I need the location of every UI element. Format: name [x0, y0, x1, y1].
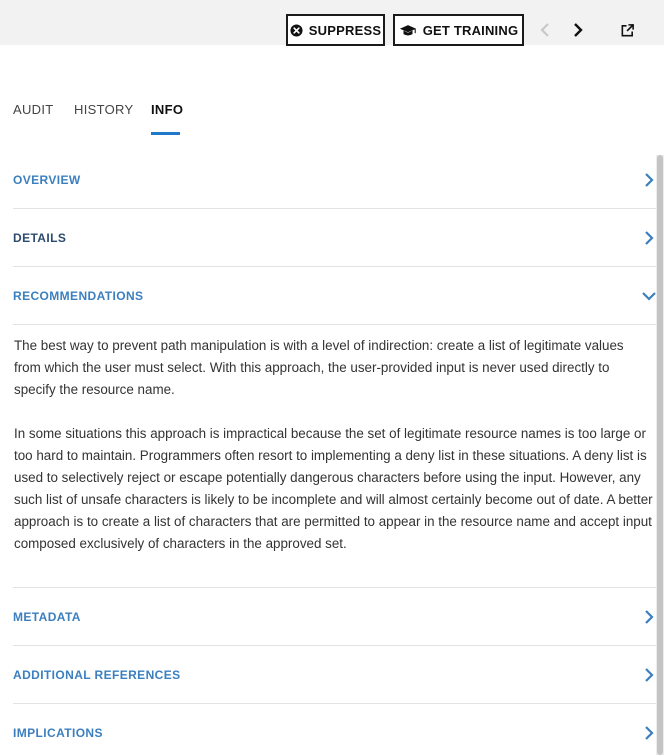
section-additional-references-label: ADDITIONAL REFERENCES — [13, 668, 181, 682]
chevron-left-icon — [540, 23, 550, 37]
get-training-button[interactable] — [393, 14, 524, 46]
divider — [13, 324, 656, 325]
open-external-button[interactable] — [617, 19, 637, 41]
section-overview[interactable] — [13, 151, 656, 209]
tab-info[interactable]: INFO — [151, 102, 184, 117]
chevron-right-icon — [642, 230, 656, 246]
chevron-right-icon — [642, 667, 656, 683]
section-metadata[interactable] — [13, 588, 656, 646]
graduation-cap-icon — [399, 24, 417, 37]
tab-history[interactable]: HISTORY — [74, 102, 134, 117]
scrollbar-thumb[interactable] — [657, 155, 663, 755]
suppress-button[interactable] — [286, 14, 385, 46]
suppress-label: SUPPRESS — [308, 22, 382, 38]
circle-x-icon — [290, 24, 303, 37]
section-implications-label: IMPLICATIONS — [13, 726, 103, 740]
recommendation-paragraph: The best way to prevent path manipulation is with a level of indirection: create a list of legitimate values from which the user must select. With this approach, the user-provided input is never used directly to specify the resource name. — [14, 338, 624, 397]
get-training-label: GET TRAINING — [422, 22, 519, 38]
section-details[interactable] — [13, 209, 656, 267]
chevron-right-icon — [642, 609, 656, 625]
external-link-icon — [620, 23, 635, 38]
section-implications[interactable] — [13, 704, 656, 755]
next-issue-button[interactable] — [568, 19, 588, 41]
chevron-down-icon — [642, 288, 656, 304]
tab-audit[interactable]: AUDIT — [13, 102, 54, 117]
recommendation-paragraph: In some situations this approach is impractical because the set of legitimate resource names is too large or too hard to maintain. Programmers often resort to implementing a deny list in these situations. A deny list is used to selectively reject or escape potentially dangerous characters before using the input. However, any such list of unsafe characters is likely to be incomplete and will almost certainly become out of date. A better approach is to create a list of characters that are permitted to appear in the resource name and accept input composed exclusively of characters in the approved set. — [14, 426, 653, 551]
section-additional-references[interactable] — [13, 646, 656, 704]
active-tab-indicator — [151, 132, 180, 135]
section-metadata-label: METADATA — [13, 610, 81, 624]
chevron-right-icon — [573, 23, 583, 37]
chevron-right-icon — [642, 172, 656, 188]
section-overview-label: OVERVIEW — [13, 173, 81, 187]
previous-issue-button[interactable] — [535, 19, 555, 41]
tab-bar — [0, 100, 664, 140]
chevron-right-icon — [642, 725, 656, 741]
section-recommendations[interactable] — [13, 267, 656, 325]
section-recommendations-label: RECOMMENDATIONS — [13, 289, 144, 303]
section-details-label: DETAILS — [13, 231, 67, 245]
